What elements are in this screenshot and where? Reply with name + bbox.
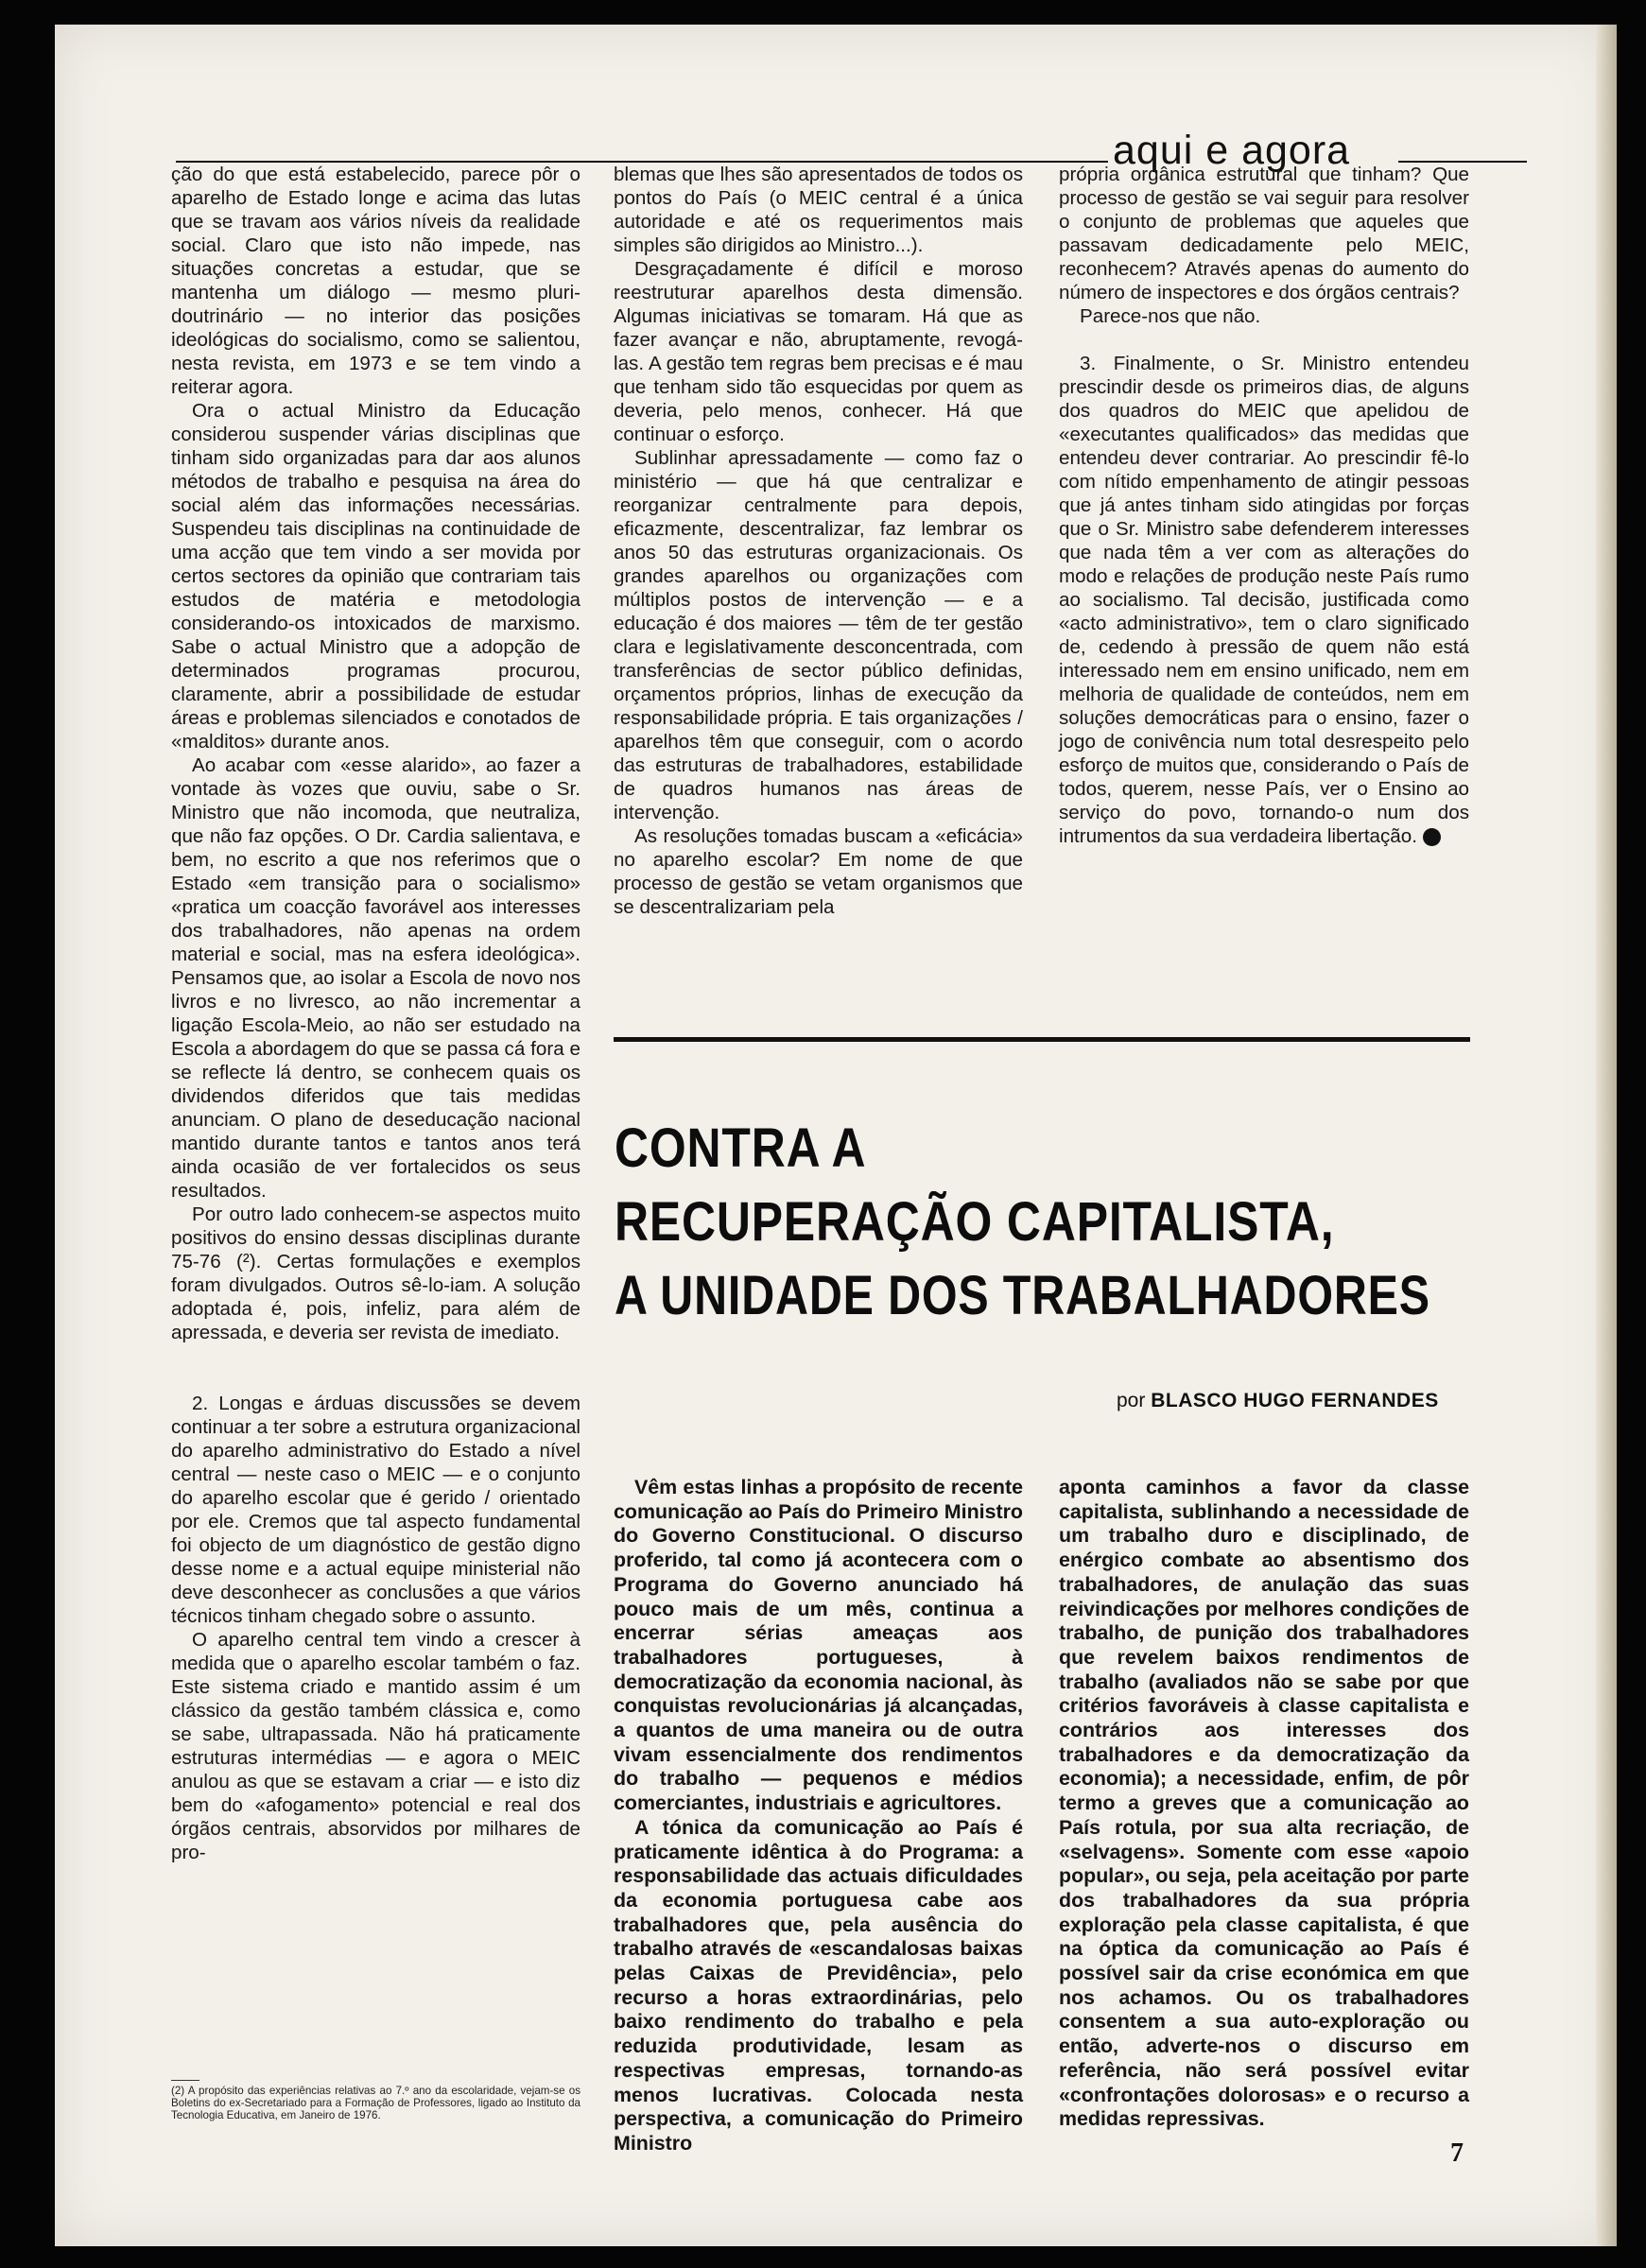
footnote-rule	[171, 2080, 199, 2081]
paragraph: Ora o actual Ministro da Educação considerou suspender várias disciplinas que tinham sido organizadas para dar aos alunos métodos de trabalho e pesquisa na área do social além das informações necessárias. Suspendeu tais disciplinas na continuidade de uma acção que tem vindo a ser movida por certos sectores da opinião que contrariam tais estudos de matéria e metodologia considerando-os intoxicados de marxismo. Sabe o actual Ministro que a adopção de determinados programas procurou, claramente, abrir a possibilidade de estudar áreas e problemas silenciados e conotados de «malditos» durante anos.	[171, 400, 580, 753]
paragraph: Por outro lado conhecem-se aspectos muito positivos do ensino dessas disciplinas durante 75-76 (²). Certas formulações e exemplos foram divulgados. Outros sê-lo-iam. A solução adoptada é, pois, infeliz, para além de apressada, e deveria ser revista de imediato.	[171, 1203, 580, 1343]
headline-line-2: RECUPERAÇÃO CAPITALISTA,	[615, 1191, 1335, 1253]
end-mark-icon	[1423, 828, 1441, 846]
paragraph: As resoluções tomadas buscam a «eficácia» no aparelho escolar? Em nome de que processo de gestão se vetam organismos que se descentralizariam pela	[614, 825, 1023, 918]
paragraph: A tónica da comunicação ao País é praticamente idêntica à do Programa: a responsabilidade das actuais dificuldades da economia portuguesa cabe aos trabalhadores que, pela ausência do trabalho através de «escandalosas baixas pelas Caixas de Previdência», pelo recurso a horas extraordinárias, pelo baixo rendimento do trabalho e pela reduzida produtividade, lesam as respectivas empresas, tornando-as menos lucrativas. Colocada nesta perspectiva, a comunicação do Primeiro Ministro	[614, 1815, 1023, 2155]
paragraph: 2. Longas e árduas discussões se devem continuar a ter sobre a estrutura organizacional do aparelho administrativo do Estado a nível central — neste caso o MEIC — e o conjunto do aparelho escolar que é gerido / orientado por ele. Cremos que tal aspecto fundamental foi objecto de um diagnóstico de gestão digno desse nome e a actual equipe ministerial não deve desconhecer as conclusões a que vários técnicos tinham chegado sobre o assunto.	[171, 1393, 580, 1627]
paragraph: Ao acabar com «esse alarido», ao fazer a vontade às vozes que ouviu, sabe o Sr. Ministro que não incomoda, que neutraliza, que não faz opções. O Dr. Cardia salientava, e bem, no escrito a que nos referimos que o Estado «em transição para o socialismo» «pratica um coacção favorável aos interesses dos trabalhadores, não apenas na ordem material e social, mas na esfera ideológica». Pensamos que, ao isolar a Escola de novo nos livros e no livresco, ao não incrementar a ligação Escola-Meio, ao não ser estudado na Escola a abordagem do que se passa cá fora e se reflecte lá dentro, se conhecem quais os dividendos diferidos que tais medidas anunciam. O plano de deseducação nacional mantido durante tantos e tantos anos terá ainda ocasião de ver fortalecidos os seus resultados.	[171, 754, 580, 1202]
article2-top-rule	[614, 1037, 1470, 1042]
paragraph: Sublinhar apressadamente — como faz o ministério — que há que centralizar e reorganizar centralmente para depois, eficazmente, descentralizar, faz lembrar os anos 50 das estruturas organizacionais. Os grandes aparelhos ou organizações com múltiplos postos de intervenção — e a educação é dos maiores — têm de ter gestão clara e legislativamente desconcentrada, com transferências de sector público definidas, orçamentos próprios, linhas de execução da responsabilidade própria. E tais organizações / aparelhos têm que conseguir, com o acordo das estruturas de trabalhadores, estabilidade de quadros humanos nas áreas de intervenção.	[614, 447, 1023, 823]
paragraph: aponta caminhos a favor da classe capitalista, sublinhando a necessidade de um trabalho duro e disciplinado, de enérgico combate ao absentismo dos trabalhadores, de anulação das suas reivindicações por melhores condições de trabalho, de punição dos trabalhadores que revelem baixos rendimentos de trabalho (avaliados não se sabe por que critérios favoráveis à classe capitalista e contrários aos interesses dos trabalhadores e da democratização da economia); a necessidade, enfim, de pôr termo a greves que a comunicação ao País rotula, por sua alta recriação, de «selvagens». Somente com esse «apoio popular», ou seja, pela aceitação por parte dos trabalhadores da sua própria exploração pela classe capitalista, é que na óptica da comunicação ao País é possível sair da crise económica em que nos achamos. Ou os trabalhadores consentem a sua auto-exploração ou então, adverte-nos o discurso em referência, não será possível evitar «confrontações dolorosas» e o recurso a medidas repressivas.	[1059, 1476, 1469, 2131]
article1-column-1	[171, 163, 580, 1864]
headline-line-3: A UNIDADE DOS TRABALHADORES	[615, 1265, 1430, 1326]
article2-column-right	[1059, 1476, 1469, 2132]
page-number: 7	[1450, 2138, 1464, 2168]
paragraph: própria orgânica estrutural que tinham? Que processo de gestão se vai seguir para resolver o conjunto de problemas que aqueles que passavam dedicadamente pelo MEIC, reconhecem? Através apenas do aumento do número de inspectores e dos órgãos centrais?	[1059, 164, 1469, 303]
byline	[1117, 1390, 1439, 1412]
article2-column-left	[614, 1476, 1023, 2156]
paragraph: Vêm estas linhas a propósito de recente comunicação ao País do Primeiro Ministro do Governo Constitucional. O discurso proferido, tal como já acontecera com o Programa do Governo anunciado há pouco mais de um mês, continua a encerrar sérias ameaças aos trabalhadores portugueses, à democratização da economia nacional, às conquistas revolucionárias já alcançadas, a quantos de uma maneira ou de outra vivam essencialmente dos rendimentos do trabalho — pequenos e médios comerciantes, industriais e agricultores.	[614, 1476, 1023, 1815]
author-name: BLASCO HUGO FERNANDES	[1151, 1390, 1439, 1411]
section-title: aqui e agora	[1113, 128, 1351, 173]
paragraph	[1059, 352, 1469, 848]
paragraph: Desgraçadamente é difícil e moroso reestruturar aparelhos desta dimensão. Algumas iniciativas se tomaram. Há que as fazer avançar e não, abruptamente, revogá-las. A gestão tem regras bem precisas e é mau que tenham sido tão esquecidas por quem as deveria, pelo menos, conhecer. Há que continuar o esforço.	[614, 258, 1023, 445]
article1-column-2	[614, 163, 1023, 919]
paragraph: O aparelho central tem vindo a crescer à medida que o aparelho escolar também o faz. Este sistema criado e mantido assim é um clássico da gestão também clássica e, como se sabe, ultrapassada. Não há praticamente estruturas intermédias — e agora o MEIC anulou as que se estavam a criar — e isto diz bem do «afogamento» potencial e real dos órgãos centrais, absorvidos por milhares de pro-	[171, 1629, 580, 1863]
byline-prefix: por	[1117, 1390, 1146, 1411]
article2-headline	[615, 1112, 1471, 1333]
footnote: (2) A propósito das experiências relativas ao 7.º ano da escolaridade, vejam-se os Boletins do ex-Secretariado para a Formação de Professores, ligado ao Instituto da Tecnologia Educativa, em Janeiro de 1976.	[171, 2085, 580, 2121]
paragraph: Parece-nos que não.	[1080, 305, 1261, 327]
paragraph: blemas que lhes são apresentados de todos os pontos do País (o MEIC central é a única autoridade e até os requerimentos mais simples são dirigidos ao Ministro...).	[614, 164, 1023, 256]
paragraph: ção do que está estabelecido, parece pôr o aparelho de Estado longe e acima das lutas que se travam aos vários níveis da realidade social. Claro que isto não impede, nas situações concretas a estudar, que se mantenha um diálogo — mesmo pluri-doutrinário — no interior das posições ideológicas do socialismo, como se salientou, nesta revista, em 1973 e se tem vindo a reiterar agora.	[171, 164, 580, 398]
page-edge	[1596, 25, 1617, 2246]
article1-column-3	[1059, 163, 1469, 848]
paragraph-text: 3. Finalmente, o Sr. Ministro entendeu prescindir desde os primeiros dias, de alguns dos quadros do MEIC que apelidou de «executantes qualificados» das medidas que entendeu dever contrariar. Ao prescindir fê-lo com nítido empenhamento de atingir pessoas que já antes tinham sido atingidas por forças que o Sr. Ministro sabe defenderem interesses que nada têm a ver com as alterações do modo e relações de produção neste País rumo ao socialismo. Tal decisão, justificada como «acto administrativo», tem o claro significado de, cedendo à pressão de quem não está interessado nem em ensino unificado, nem em melhoria de qualidade de conteúdos, nem em soluções democráticas para o ensino, fazer o jogo de conivência num total desrespeito pelo esforço de muitos que, considerando o País de todos, querem, nesse País, ver o Ensino ao serviço do povo, tornando-o num dos intrumentos da sua verdadeira libertação.	[1059, 353, 1469, 847]
headline-line-1: CONTRA A	[615, 1117, 867, 1179]
